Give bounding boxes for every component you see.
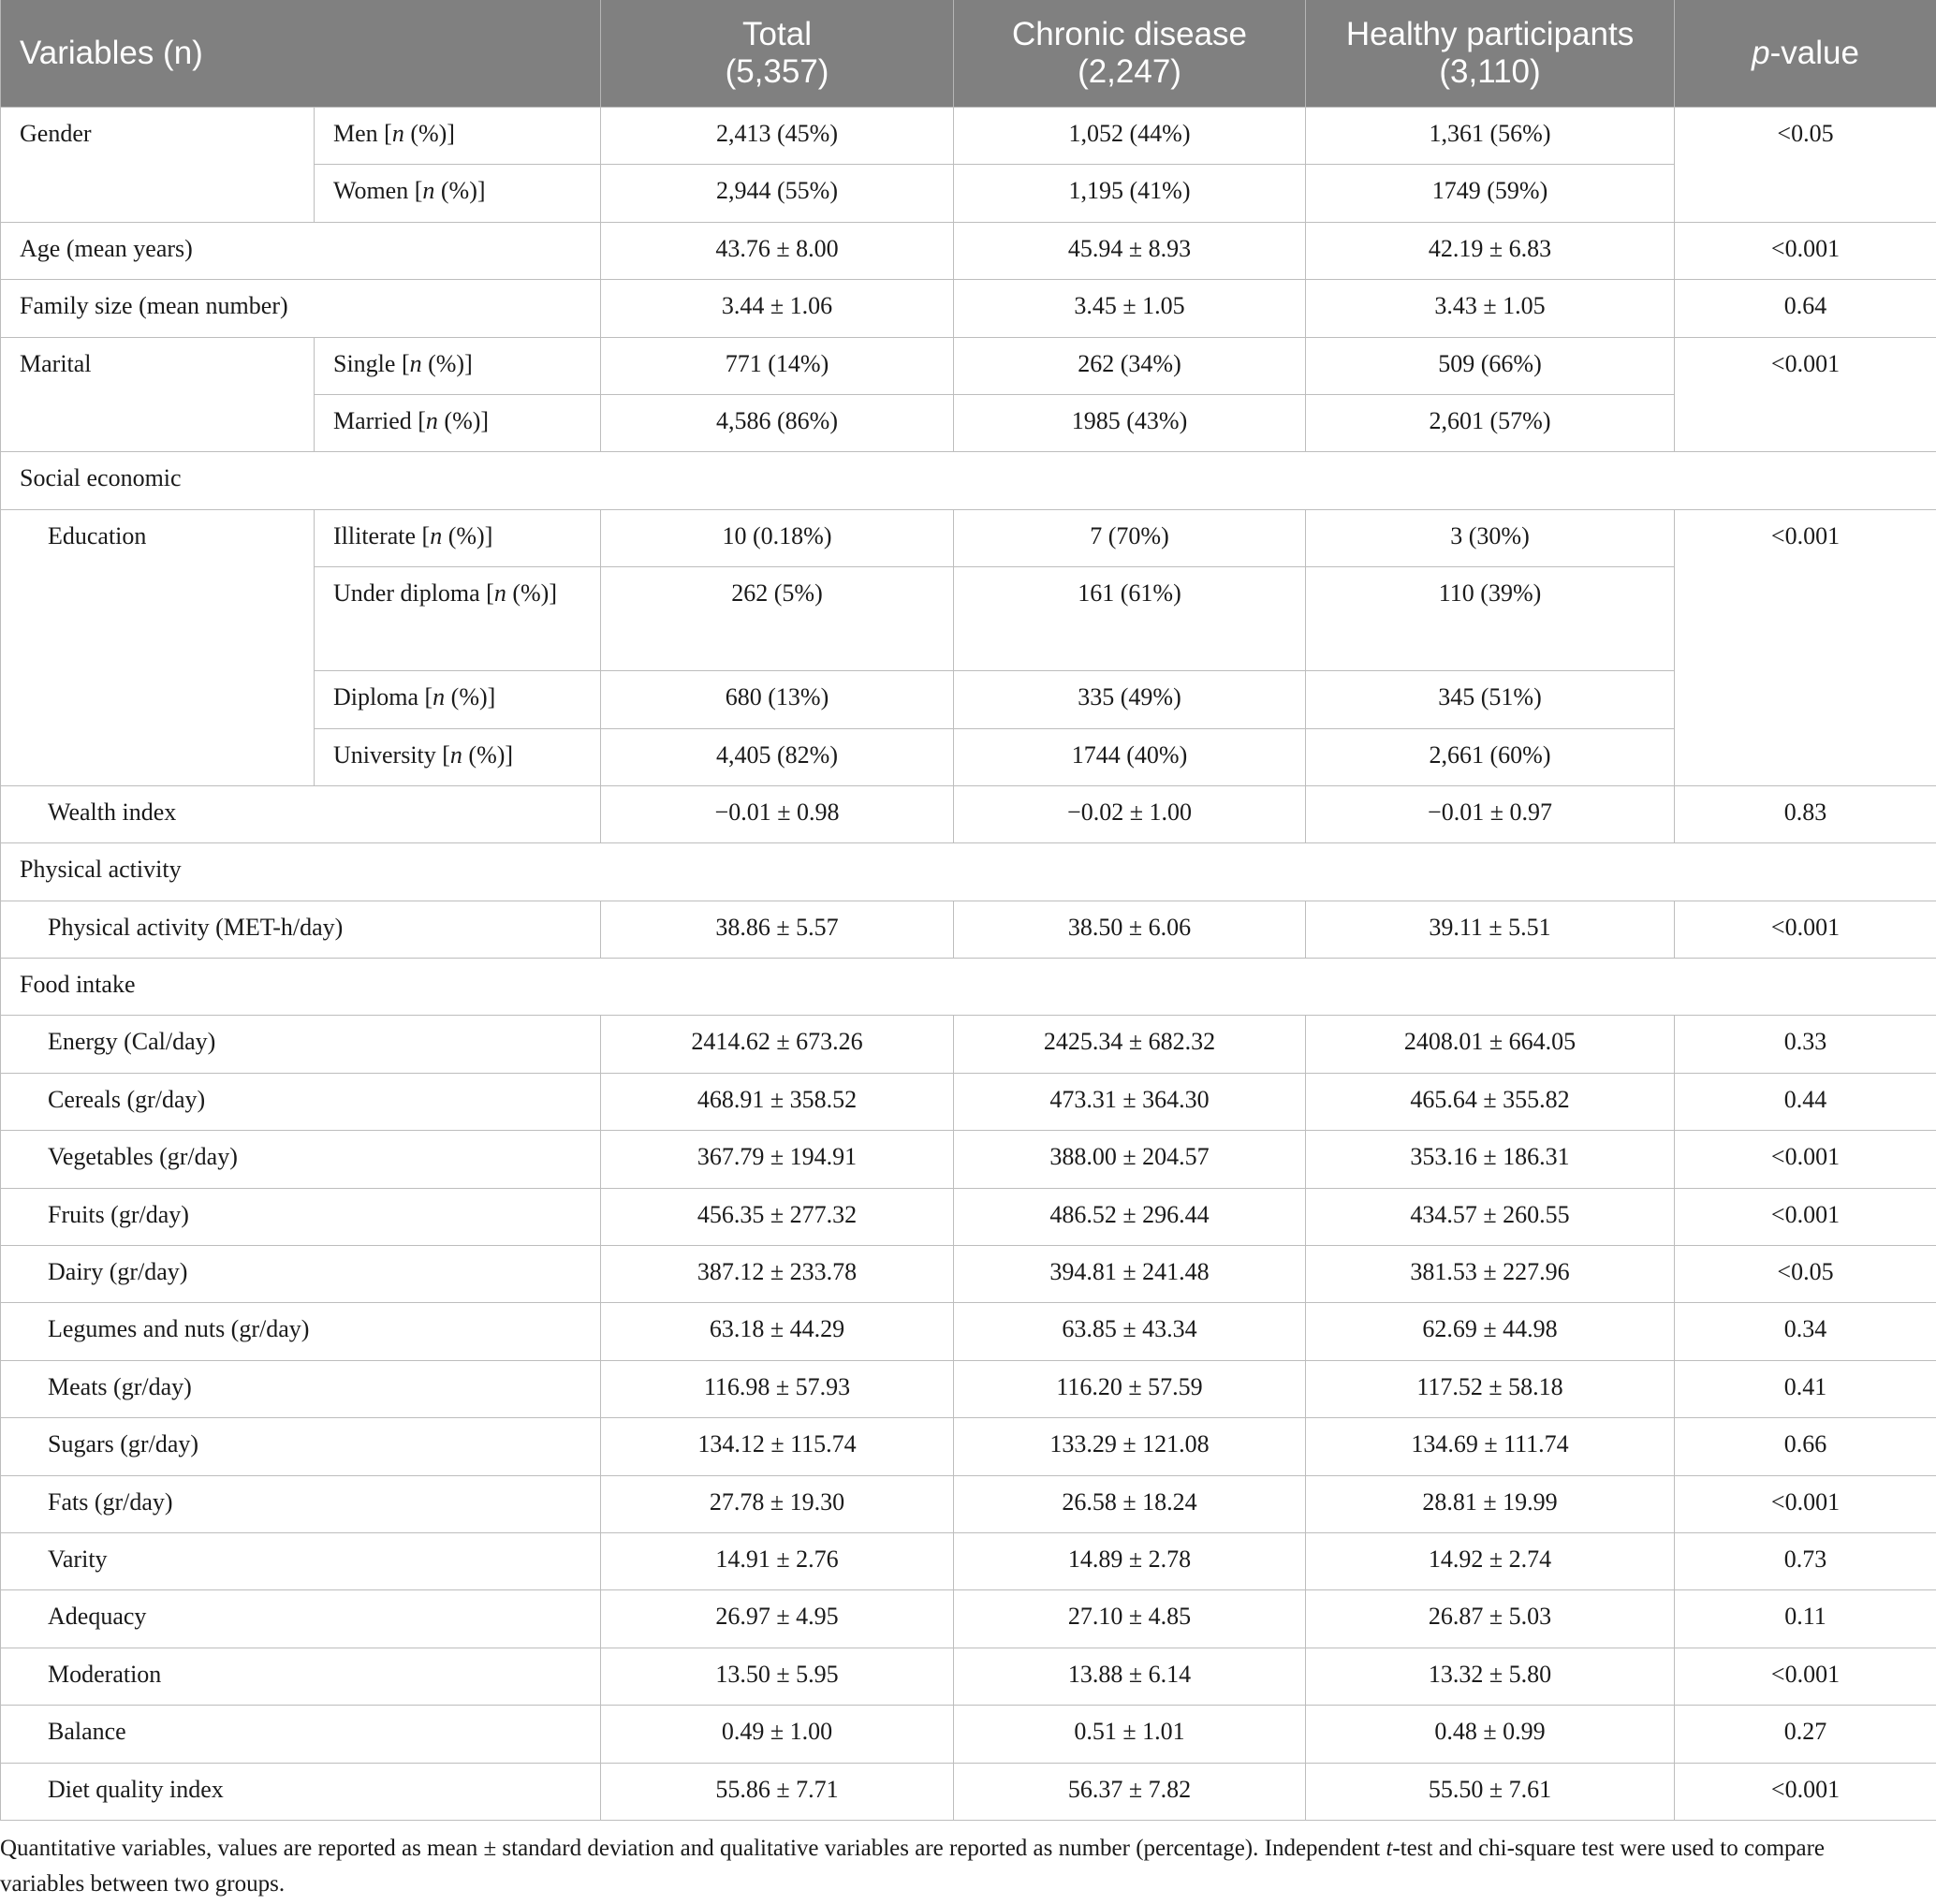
food-label: Cereals (gr/day)	[1, 1073, 601, 1130]
married-chronic: 1985 (43%)	[954, 394, 1306, 451]
food-total: 2414.62 ± 673.26	[601, 1016, 954, 1073]
food-chronic: 2425.34 ± 682.32	[954, 1016, 1306, 1073]
age-healthy: 42.19 ± 6.83	[1306, 222, 1675, 279]
food-total: 468.91 ± 358.52	[601, 1073, 954, 1130]
food-label: Fats (gr/day)	[1, 1475, 601, 1532]
header-total	[601, 0, 954, 108]
food-total: 367.79 ± 194.91	[601, 1131, 954, 1188]
family-p: 0.64	[1675, 280, 1936, 337]
food-label: Diet quality index	[1, 1763, 601, 1820]
table-row	[1, 509, 1936, 566]
header-chronic-label: Chronic disease	[1012, 16, 1247, 52]
header-healthy	[1306, 0, 1675, 108]
food-healthy: 13.32 ± 5.80	[1306, 1648, 1675, 1705]
physical-p: <0.001	[1675, 901, 1936, 958]
food-label: Sugars (gr/day)	[1, 1418, 601, 1475]
illiterate-total: 10 (0.18%)	[601, 509, 954, 566]
illiterate-chronic: 7 (70%)	[954, 509, 1306, 566]
table-row	[1, 1532, 1936, 1589]
food-chronic: 13.88 ± 6.14	[954, 1648, 1306, 1705]
single-healthy: 509 (66%)	[1306, 337, 1675, 394]
marital-label: Marital	[1, 337, 315, 452]
table-row	[1, 108, 1936, 165]
gender-p: <0.05	[1675, 108, 1936, 223]
table-row	[1, 901, 1936, 958]
food-label: Vegetables (gr/day)	[1, 1131, 601, 1188]
food-chronic: 116.20 ± 57.59	[954, 1360, 1306, 1417]
section-row	[1, 959, 1936, 1016]
single-total: 771 (14%)	[601, 337, 954, 394]
men-chronic: 1,052 (44%)	[954, 108, 1306, 165]
header-row	[1, 0, 1936, 108]
social-label: Social economic	[1, 452, 1936, 509]
age-label: Age (mean years)	[1, 222, 601, 279]
diploma-healthy: 345 (51%)	[1306, 671, 1675, 728]
table-row	[1, 1706, 1936, 1763]
food-label: Energy (Cal/day)	[1, 1016, 601, 1073]
marital-p: <0.001	[1675, 337, 1936, 452]
illiterate-label: Illiterate [n (%)]	[315, 509, 601, 566]
table-row	[1, 1360, 1936, 1417]
education-label: Education	[1, 509, 315, 785]
footnote: Quantitative variables, values are reported as mean ± standard deviation and qualitative variables are reported as number (percentage). Independent t-test and chi-square test were used to compare variables between two groups.	[0, 1836, 1826, 1897]
education-p: <0.001	[1675, 509, 1936, 785]
age-total: 43.76 ± 8.00	[601, 222, 954, 279]
physical-healthy: 39.11 ± 5.51	[1306, 901, 1675, 958]
diploma-label: Diploma [n (%)]	[315, 671, 601, 728]
food-label: Legumes and nuts (gr/day)	[1, 1303, 601, 1360]
married-healthy: 2,601 (57%)	[1306, 394, 1675, 451]
food-chronic: 63.85 ± 43.34	[954, 1303, 1306, 1360]
food-chronic: 133.29 ± 121.08	[954, 1418, 1306, 1475]
food-healthy: 55.50 ± 7.61	[1306, 1763, 1675, 1820]
men-label: Men [n (%)]	[315, 108, 601, 165]
table-row	[1, 1016, 1936, 1073]
food-total: 456.35 ± 277.32	[601, 1188, 954, 1245]
under-diploma-chronic: 161 (61%)	[954, 567, 1306, 671]
physical-total: 38.86 ± 5.57	[601, 901, 954, 958]
food-healthy: 2408.01 ± 664.05	[1306, 1016, 1675, 1073]
food-healthy: 62.69 ± 44.98	[1306, 1303, 1675, 1360]
wealth-label: Wealth index	[1, 785, 601, 842]
university-chronic: 1744 (40%)	[954, 728, 1306, 785]
table-row	[1, 1590, 1936, 1648]
food-p: <0.001	[1675, 1648, 1936, 1705]
food-label: Moderation	[1, 1648, 601, 1705]
food-p: 0.66	[1675, 1418, 1936, 1475]
family-chronic: 3.45 ± 1.05	[954, 280, 1306, 337]
food-healthy: 134.69 ± 111.74	[1306, 1418, 1675, 1475]
married-label: Married [n (%)]	[315, 394, 601, 451]
single-chronic: 262 (34%)	[954, 337, 1306, 394]
table-row	[1, 785, 1936, 842]
food-total: 27.78 ± 19.30	[601, 1475, 954, 1532]
section-row	[1, 843, 1936, 901]
food-p: <0.001	[1675, 1131, 1936, 1188]
food-section-label: Food intake	[1, 959, 1936, 1016]
table-row	[1, 1418, 1936, 1475]
food-total: 26.97 ± 4.95	[601, 1590, 954, 1648]
food-healthy: 28.81 ± 19.99	[1306, 1475, 1675, 1532]
under-diploma-label: Under diploma [n (%)]	[315, 567, 601, 671]
food-chronic: 394.81 ± 241.48	[954, 1246, 1306, 1303]
food-p: 0.73	[1675, 1532, 1936, 1589]
food-p: <0.001	[1675, 1188, 1936, 1245]
food-chronic: 0.51 ± 1.01	[954, 1706, 1306, 1763]
women-chronic: 1,195 (41%)	[954, 165, 1306, 222]
physical-section-label: Physical activity	[1, 843, 1936, 901]
food-healthy: 381.53 ± 227.96	[1306, 1246, 1675, 1303]
food-p: <0.001	[1675, 1475, 1936, 1532]
header-variables: Variables (n)	[1, 0, 601, 108]
food-healthy: 353.16 ± 186.31	[1306, 1131, 1675, 1188]
food-total: 116.98 ± 57.93	[601, 1360, 954, 1417]
header-total-n: (5,357)	[725, 53, 829, 90]
food-p: 0.11	[1675, 1590, 1936, 1648]
diploma-total: 680 (13%)	[601, 671, 954, 728]
women-label: Women [n (%)]	[315, 165, 601, 222]
table-row	[1, 222, 1936, 279]
university-total: 4,405 (82%)	[601, 728, 954, 785]
wealth-healthy: −0.01 ± 0.97	[1306, 785, 1675, 842]
food-total: 14.91 ± 2.76	[601, 1532, 954, 1589]
age-chronic: 45.94 ± 8.93	[954, 222, 1306, 279]
men-healthy: 1,361 (56%)	[1306, 108, 1675, 165]
table-row	[1, 1073, 1936, 1130]
table-row	[1, 1475, 1936, 1532]
food-p: <0.05	[1675, 1246, 1936, 1303]
header-p-rest: -value	[1769, 35, 1859, 71]
food-chronic: 26.58 ± 18.24	[954, 1475, 1306, 1532]
women-healthy: 1749 (59%)	[1306, 165, 1675, 222]
header-chronic	[954, 0, 1306, 108]
married-total: 4,586 (86%)	[601, 394, 954, 451]
food-p: 0.27	[1675, 1706, 1936, 1763]
food-p: 0.41	[1675, 1360, 1936, 1417]
food-p: 0.44	[1675, 1073, 1936, 1130]
single-label: Single [n (%)]	[315, 337, 601, 394]
diploma-chronic: 335 (49%)	[954, 671, 1306, 728]
family-label: Family size (mean number)	[1, 280, 601, 337]
wealth-chronic: −0.02 ± 1.00	[954, 785, 1306, 842]
family-healthy: 3.43 ± 1.05	[1306, 280, 1675, 337]
table-row	[1, 1246, 1936, 1303]
wealth-total: −0.01 ± 0.98	[601, 785, 954, 842]
food-label: Dairy (gr/day)	[1, 1246, 601, 1303]
header-healthy-label: Healthy participants	[1345, 16, 1635, 52]
family-total: 3.44 ± 1.06	[601, 280, 954, 337]
table-row	[1, 280, 1936, 337]
food-chronic: 14.89 ± 2.78	[954, 1532, 1306, 1589]
food-p: <0.001	[1675, 1763, 1936, 1820]
table-row	[1, 1303, 1936, 1360]
food-label: Meats (gr/day)	[1, 1360, 601, 1417]
food-chronic: 56.37 ± 7.82	[954, 1763, 1306, 1820]
food-chronic: 486.52 ± 296.44	[954, 1188, 1306, 1245]
wealth-p: 0.83	[1675, 785, 1936, 842]
university-label: University [n (%)]	[315, 728, 601, 785]
food-healthy: 434.57 ± 260.55	[1306, 1188, 1675, 1245]
header-total-label: Total	[742, 16, 812, 52]
header-p-italic: p	[1752, 35, 1770, 71]
illiterate-healthy: 3 (30%)	[1306, 509, 1675, 566]
food-chronic: 388.00 ± 204.57	[954, 1131, 1306, 1188]
under-diploma-total: 262 (5%)	[601, 567, 954, 671]
section-row	[1, 452, 1936, 509]
food-total: 55.86 ± 7.71	[601, 1763, 954, 1820]
food-healthy: 465.64 ± 355.82	[1306, 1073, 1675, 1130]
university-healthy: 2,661 (60%)	[1306, 728, 1675, 785]
food-healthy: 0.48 ± 0.99	[1306, 1706, 1675, 1763]
food-total: 134.12 ± 115.74	[601, 1418, 954, 1475]
under-diploma-healthy: 110 (39%)	[1306, 567, 1675, 671]
physical-label: Physical activity (MET-h/day)	[1, 901, 601, 958]
food-chronic: 27.10 ± 4.85	[954, 1590, 1306, 1648]
food-healthy: 26.87 ± 5.03	[1306, 1590, 1675, 1648]
food-label: Varity	[1, 1532, 601, 1589]
men-total: 2,413 (45%)	[601, 108, 954, 165]
food-healthy: 117.52 ± 58.18	[1306, 1360, 1675, 1417]
food-label: Balance	[1, 1706, 601, 1763]
food-chronic: 473.31 ± 364.30	[954, 1073, 1306, 1130]
food-total: 63.18 ± 44.29	[601, 1303, 954, 1360]
food-healthy: 14.92 ± 2.74	[1306, 1532, 1675, 1589]
food-total: 13.50 ± 5.95	[601, 1648, 954, 1705]
physical-chronic: 38.50 ± 6.06	[954, 901, 1306, 958]
women-total: 2,944 (55%)	[601, 165, 954, 222]
food-total: 387.12 ± 233.78	[601, 1246, 954, 1303]
table-row	[1, 1763, 1936, 1820]
header-p-value	[1675, 0, 1936, 108]
food-p: 0.33	[1675, 1016, 1936, 1073]
table-row	[1, 1648, 1936, 1705]
table-row	[1, 1188, 1936, 1245]
table-row	[1, 337, 1936, 394]
table-row	[1, 1131, 1936, 1188]
food-label: Fruits (gr/day)	[1, 1188, 601, 1245]
food-label: Adequacy	[1, 1590, 601, 1648]
food-p: 0.34	[1675, 1303, 1936, 1360]
header-healthy-n: (3,110)	[1439, 53, 1541, 90]
header-chronic-n: (2,247)	[1078, 53, 1181, 90]
food-total: 0.49 ± 1.00	[601, 1706, 954, 1763]
age-p: <0.001	[1675, 222, 1936, 279]
gender-label: Gender	[1, 108, 315, 223]
